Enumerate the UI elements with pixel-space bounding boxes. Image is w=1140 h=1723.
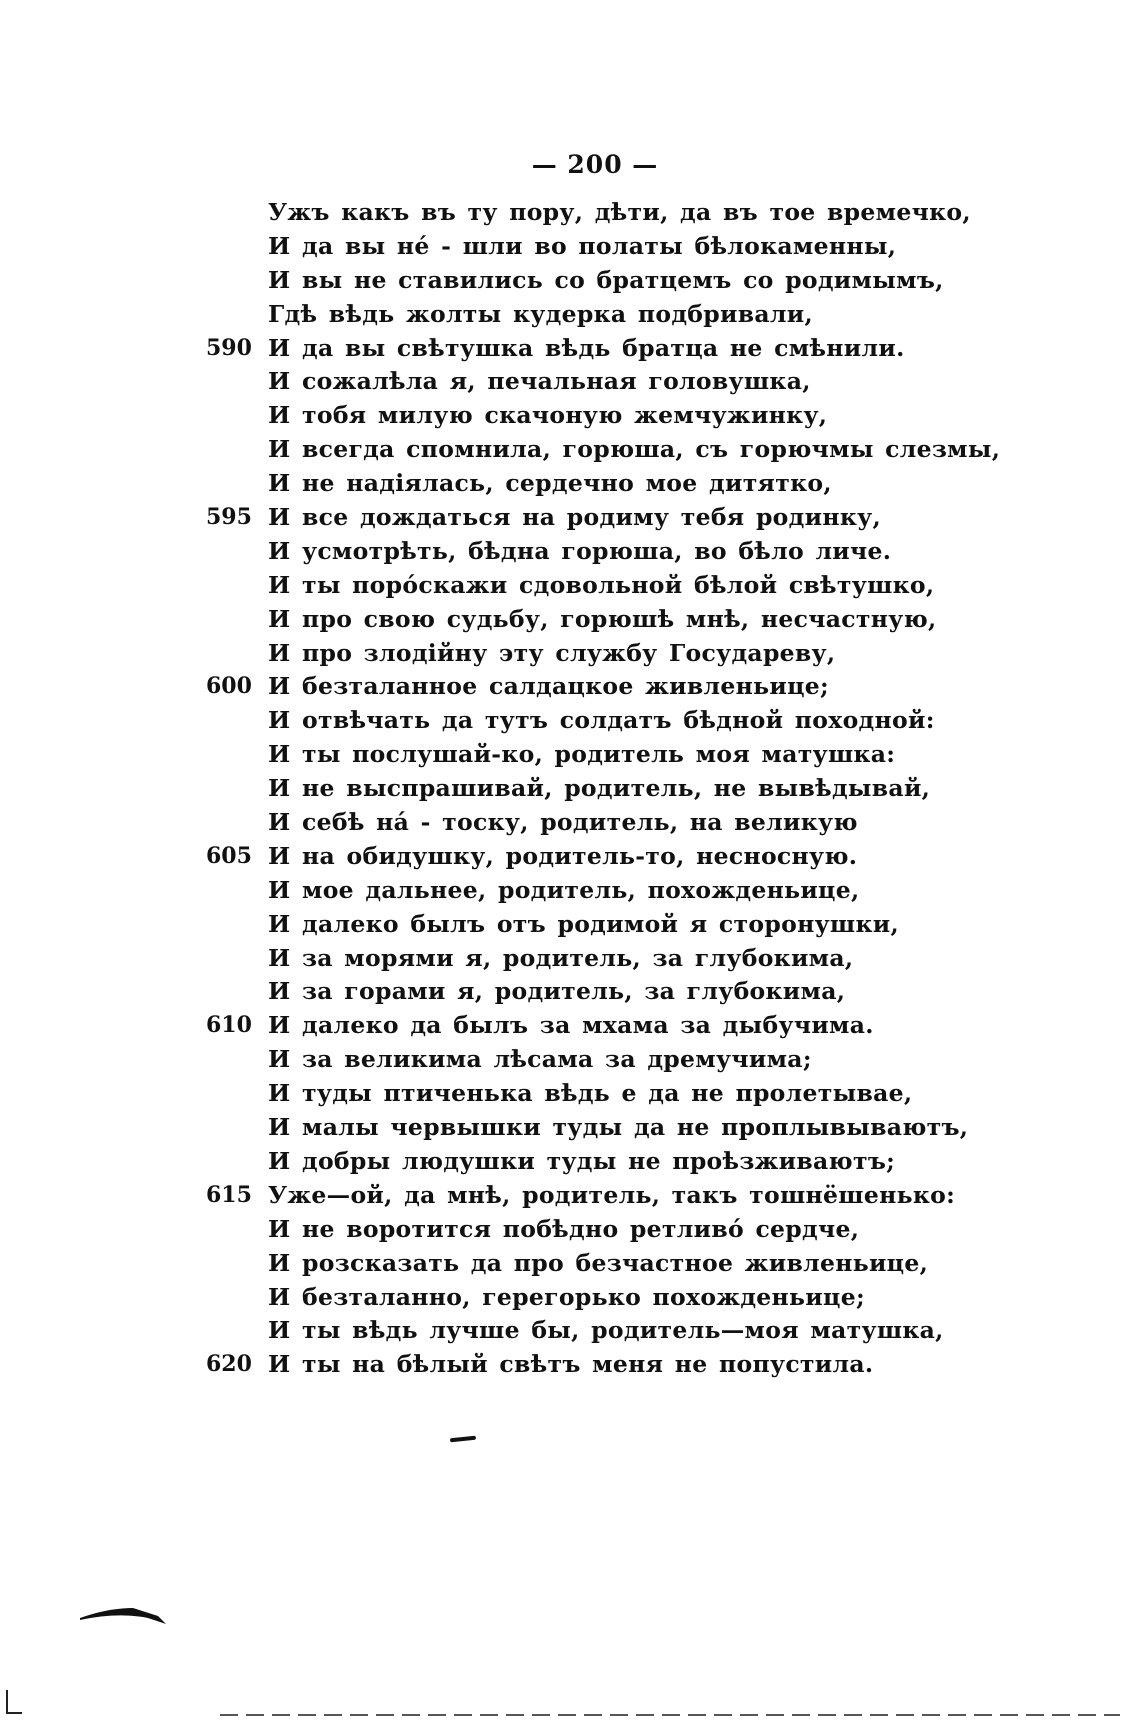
poem-line — [206, 806, 1026, 840]
poem-line — [206, 1077, 1026, 1111]
poem-line — [206, 874, 1026, 908]
poem-line — [206, 637, 1026, 671]
poem-line — [206, 365, 1026, 399]
poem-line — [206, 569, 1026, 603]
poem-line — [206, 298, 1026, 332]
line-text: И ты послушай-ко, родитель моя матушка: — [268, 740, 896, 769]
poem-line — [206, 1111, 1026, 1145]
line-text: И всегда спомнила, горюша, съ горючмы слезмы, — [268, 435, 1001, 464]
line-text: И туды птиченька вѣдь е да не пролетывае, — [268, 1079, 913, 1108]
line-text: И далеко да былъ за мхама за дыбучима. — [268, 1011, 874, 1040]
line-text: И за великима лѣсама за дремучима; — [268, 1045, 812, 1074]
line-number: 615 — [206, 1181, 252, 1208]
line-text: И не надіялась, сердечно мое дитятко, — [268, 469, 832, 498]
line-text: И да вы нé - шли во полаты бѣлокаменны, — [268, 231, 897, 260]
poem-line — [206, 264, 1026, 298]
poem-line — [206, 1281, 1026, 1315]
line-text: И ты на бѣлый свѣтъ меня не попустила. — [268, 1350, 874, 1379]
line-text: И далеко былъ отъ родимой я сторонушки, — [268, 909, 899, 938]
line-text: И не выспрашивай, родитель, не вывѣдывай, — [268, 774, 931, 803]
line-number: 600 — [206, 673, 252, 700]
ink-dash-mark — [450, 1436, 476, 1443]
poem-line — [206, 332, 1026, 366]
line-number: 605 — [206, 842, 252, 869]
poem-line — [206, 1179, 1026, 1213]
line-number: 620 — [206, 1351, 252, 1378]
line-text: И вы не ставились со братцемъ со родимымъ, — [268, 265, 944, 294]
line-text: И ты порóскажи сдовольной бѣлой свѣтушко, — [268, 570, 935, 599]
line-number: 590 — [206, 334, 252, 361]
page-corner-mark — [6, 1690, 22, 1714]
line-text: И на обидушку, родитель-то, несносную. — [268, 841, 858, 870]
line-text: И усмотрѣть, бѣдна горюша, во бѣло личе. — [268, 536, 892, 565]
line-text: И добры людушки туды не проѣзживаютъ; — [268, 1146, 896, 1175]
poem-line — [206, 399, 1026, 433]
poem-line — [206, 975, 1026, 1009]
poem-line — [206, 1043, 1026, 1077]
poem-line — [206, 942, 1026, 976]
poem-line — [206, 196, 1026, 230]
poem-line — [206, 1247, 1026, 1281]
line-text: И безталанное салдацкое живленьице; — [268, 672, 830, 701]
line-text: И про свою судьбу, горюшѣ мнѣ, несчастную, — [268, 604, 937, 633]
poem-line — [206, 467, 1026, 501]
poem-line — [206, 501, 1026, 535]
line-text: И мое дальнее, родитель, похожденьице, — [268, 875, 860, 904]
line-text: И ты вѣдь лучше бы, родитель—моя матушка, — [268, 1316, 944, 1345]
line-text: Гдѣ вѣдь жолты кудерка подбривали, — [268, 299, 813, 328]
line-text: И себѣ нá - тоску, родитель, на великую — [268, 808, 858, 837]
line-text: И розсказать да про безчастное живленьице, — [268, 1248, 929, 1277]
poem-line — [206, 1314, 1026, 1348]
line-text: И малы червышки туды да не проплывываютъ, — [268, 1113, 969, 1142]
line-text: И за горами я, родитель, за глубокима, — [268, 977, 846, 1006]
line-text: И безталанно, герегорько похожденьице; — [268, 1282, 865, 1311]
line-text: И тобя милую скачоную жемчужинку, — [268, 401, 828, 430]
poem-line — [206, 840, 1026, 874]
line-text: И все дождаться на родиму тебя родинку, — [268, 503, 881, 532]
poem-line — [206, 433, 1026, 467]
poem-line — [206, 535, 1026, 569]
poem-line — [206, 772, 1026, 806]
poem-line — [206, 1145, 1026, 1179]
poem-line — [206, 738, 1026, 772]
line-text: И не воротится побѣдно ретливó сердче, — [268, 1214, 860, 1243]
line-text: Уже—ой, да мнѣ, родитель, такъ тошнёшенько: — [268, 1180, 956, 1209]
poem-line — [206, 908, 1026, 942]
ink-swoosh-mark — [78, 1598, 178, 1628]
poem-line — [206, 1348, 1026, 1382]
poem-line — [206, 1009, 1026, 1043]
poem-line — [206, 670, 1026, 704]
line-text: И отвѣчать да тутъ солдатъ бѣдной походной: — [268, 706, 935, 735]
line-text: Ужъ какъ въ ту пору, дѣти, да въ тое времечко, — [268, 198, 971, 226]
line-text: И про злодійну эту службу Государеву, — [268, 638, 836, 667]
line-number: 610 — [206, 1012, 252, 1039]
poem-text — [206, 196, 1026, 1382]
poem-line — [206, 1213, 1026, 1247]
poem-line — [206, 230, 1026, 264]
bottom-edge-rule — [220, 1714, 1120, 1716]
line-text: И сожалѣла я, печальная головушка, — [268, 367, 811, 396]
page-number: — 200 — — [531, 150, 659, 179]
line-text: И да вы свѣтушка вѣдь братца не смѣнили. — [268, 333, 905, 362]
poem-line — [206, 603, 1026, 637]
line-number: 595 — [206, 504, 252, 531]
line-text: И за морями я, родитель, за глубокима, — [268, 943, 854, 972]
poem-line — [206, 704, 1026, 738]
